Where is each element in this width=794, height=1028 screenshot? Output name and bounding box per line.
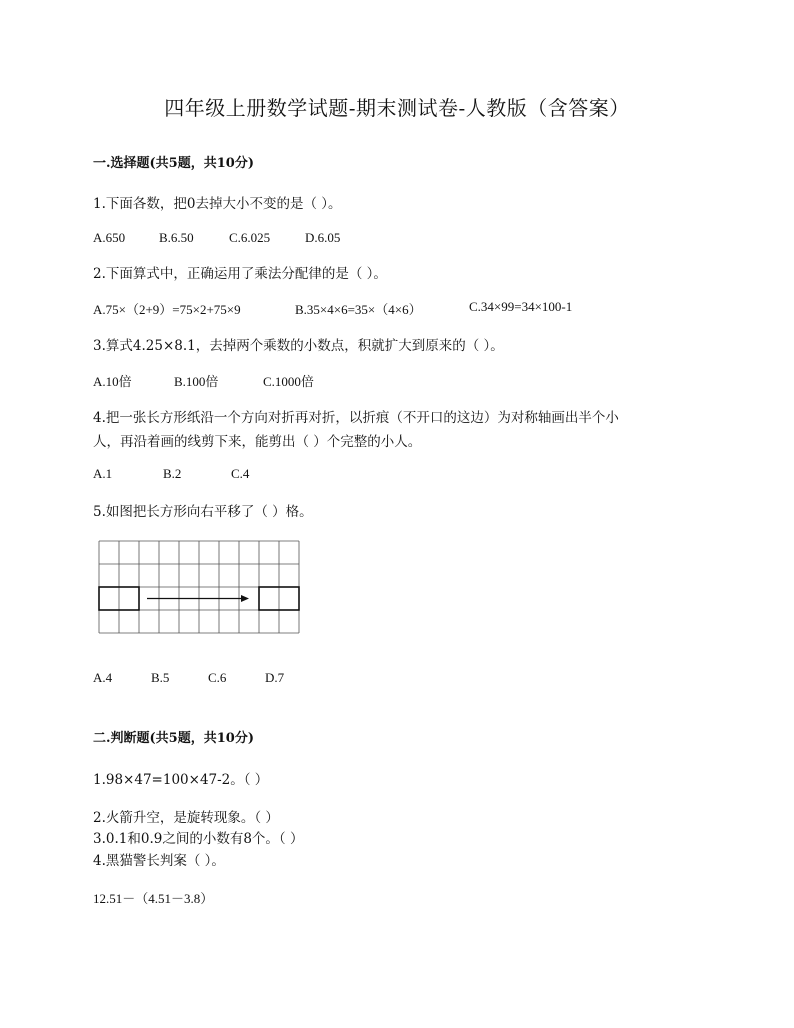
question-4-options	[93, 466, 249, 482]
arrow-head	[241, 595, 249, 602]
option-b: B.100倍	[174, 374, 219, 389]
question-3: 3.算式4.25×8.1，去掉两个乘数的小数点，积就扩大到原来的（ ）。	[93, 338, 504, 354]
question-4-line-2: 人，再沿着画的线剪下来，能剪出（ ）个完整的小人。	[93, 434, 422, 450]
judgement-item: 1.98×47=100×47-2。（ ）	[93, 772, 269, 788]
option-a: A.1	[93, 466, 113, 481]
question-2-options	[93, 299, 572, 318]
question-1: 1.下面各数，把0去掉大小不变的是（ ）。	[93, 196, 342, 212]
option-c: C.4	[231, 466, 250, 481]
judgement-item: 4.黑猫警长判案（ ）。	[93, 853, 225, 869]
question-5-options	[93, 670, 284, 686]
option-c: C.34×99=34×100-1	[469, 299, 573, 314]
question-3-options	[93, 371, 314, 390]
option-a: A.10倍	[93, 374, 132, 389]
option-a: A.4	[93, 670, 113, 685]
option-d: D.6.05	[305, 230, 341, 245]
option-a: A.75×（2+9）=75×2+75×9	[93, 302, 241, 317]
question-1-options	[93, 230, 340, 246]
option-c: C.1000倍	[263, 374, 314, 389]
option-b: B.6.50	[159, 230, 194, 245]
judgement-item: 3.0.1和0.9之间的小数有8个。（ ）	[93, 831, 304, 847]
question-2: 2.下面算式中，正确运用了乘法分配律的是（ ）。	[93, 266, 387, 282]
option-b: B.5	[151, 670, 170, 685]
option-d: D.7	[265, 670, 285, 685]
option-b: B.35×4×6=35×（4×6）	[295, 302, 422, 317]
section-1-heading: 一.选择题(共5题，共10分)	[93, 156, 254, 171]
option-a: A.650	[93, 230, 126, 245]
option-c: C.6	[208, 670, 227, 685]
option-b: B.2	[163, 466, 182, 481]
question-5: 5.如图把长方形向右平移了（ ）格。	[93, 504, 313, 520]
judgement-item: 2.火箭升空，是旋转现象。（ ）	[93, 810, 279, 826]
translation-grid-figure	[98, 540, 300, 634]
question-4-line-1: 4.把一张长方形纸沿一个方向对折再对折，以折痕（不开口的这边）为对称轴画出半个小	[93, 410, 619, 426]
page-title: 四年级上册数学试题-期末测试卷-人教版（含答案）	[164, 96, 630, 120]
option-c: C.6.025	[229, 230, 271, 245]
section-2-heading: 二.判断题(共5题，共10分)	[93, 731, 254, 746]
expression: 12.51－（4.51－3.8）	[93, 891, 214, 906]
